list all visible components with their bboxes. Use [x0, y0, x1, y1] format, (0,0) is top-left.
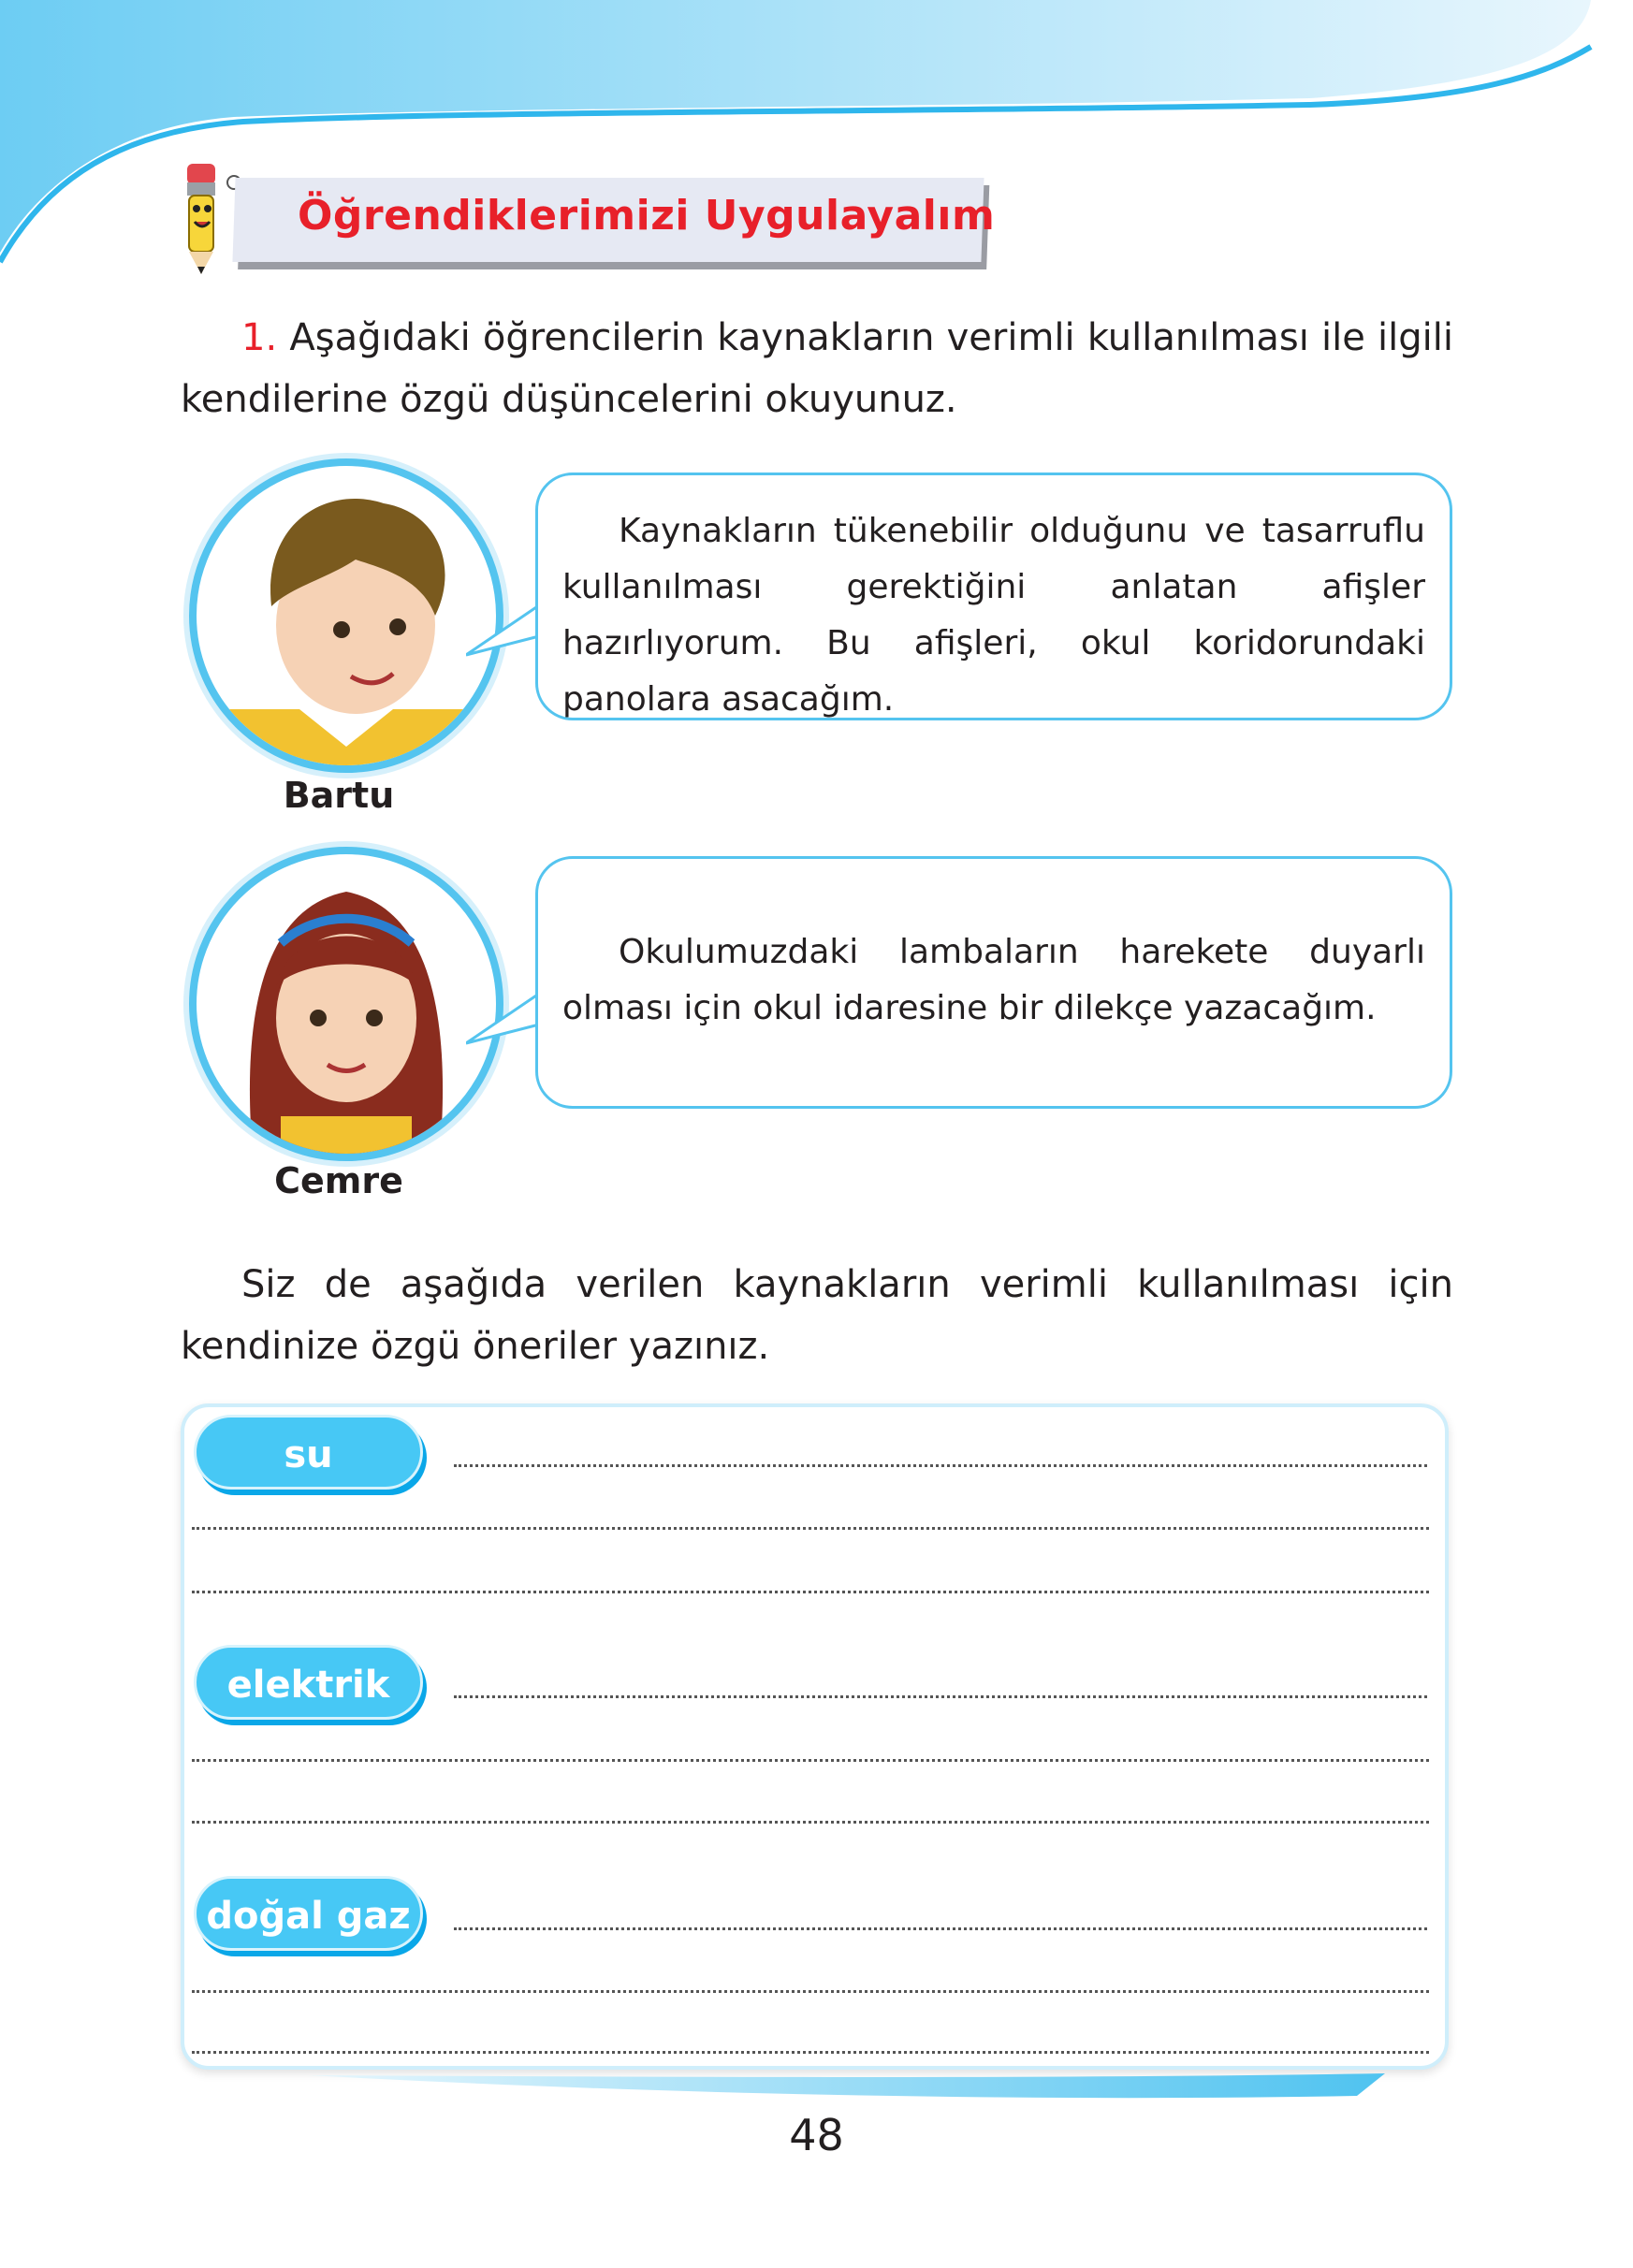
- resource-tag-dogal-gaz: doğal gaz: [194, 1876, 423, 1951]
- answer-line[interactable]: [192, 1990, 1429, 1993]
- question-1: [181, 307, 1453, 430]
- answer-line[interactable]: [192, 1591, 1429, 1593]
- bottom-swoosh-decoration: [309, 2068, 1385, 2105]
- student-name: Cemre: [274, 1160, 403, 1201]
- answer-line[interactable]: [454, 1927, 1427, 1930]
- section-title: Öğrendiklerimizi Uygulayalım: [298, 192, 996, 240]
- resource-tag-elektrik: elektrik: [194, 1645, 423, 1720]
- answer-line[interactable]: [192, 1527, 1429, 1530]
- speech-bubble-tail: [466, 992, 541, 1048]
- avatar-bartu: [189, 458, 503, 773]
- page-number: 48: [789, 2110, 844, 2160]
- speech-text: Okulumuzdaki lambaların harekete duyarlı olması için okul idaresine bir dilekçe yazacağım.: [562, 933, 1425, 1027]
- answer-line[interactable]: [454, 1695, 1427, 1698]
- answer-line[interactable]: [192, 1821, 1429, 1824]
- speech-bubble-tail: [466, 603, 541, 660]
- speech-bubble-bartu: [535, 472, 1452, 720]
- answer-line[interactable]: [192, 1759, 1429, 1762]
- question-text: Siz de aşağıda verilen kaynakların verimli kullanılması için kendinize özgü öneriler yazınız.: [181, 1263, 1453, 1368]
- student-name: Bartu: [283, 775, 395, 816]
- answer-box: [181, 1403, 1449, 2070]
- speech-bubble-cemre: [535, 856, 1452, 1109]
- answer-line[interactable]: [192, 2051, 1429, 2054]
- answer-line[interactable]: [454, 1464, 1427, 1467]
- question-number: 1.: [241, 316, 278, 359]
- speech-text: Kaynakların tükenebilir olduğunu ve tasarruflu kullanılması gerektiğini anlatan afişler hazırlıyorum. Bu afişleri, okul koridorundaki panolara asacağım.: [562, 512, 1425, 719]
- resource-tag-su: su: [194, 1415, 423, 1490]
- question-text: Aşağıdaki öğrencilerin kaynakların verimli kullanılması ile ilgili kendilerine özgü düşüncelerini okuyunuz.: [181, 316, 1453, 421]
- avatar-cemre: [189, 847, 503, 1161]
- question-2: [181, 1254, 1453, 1377]
